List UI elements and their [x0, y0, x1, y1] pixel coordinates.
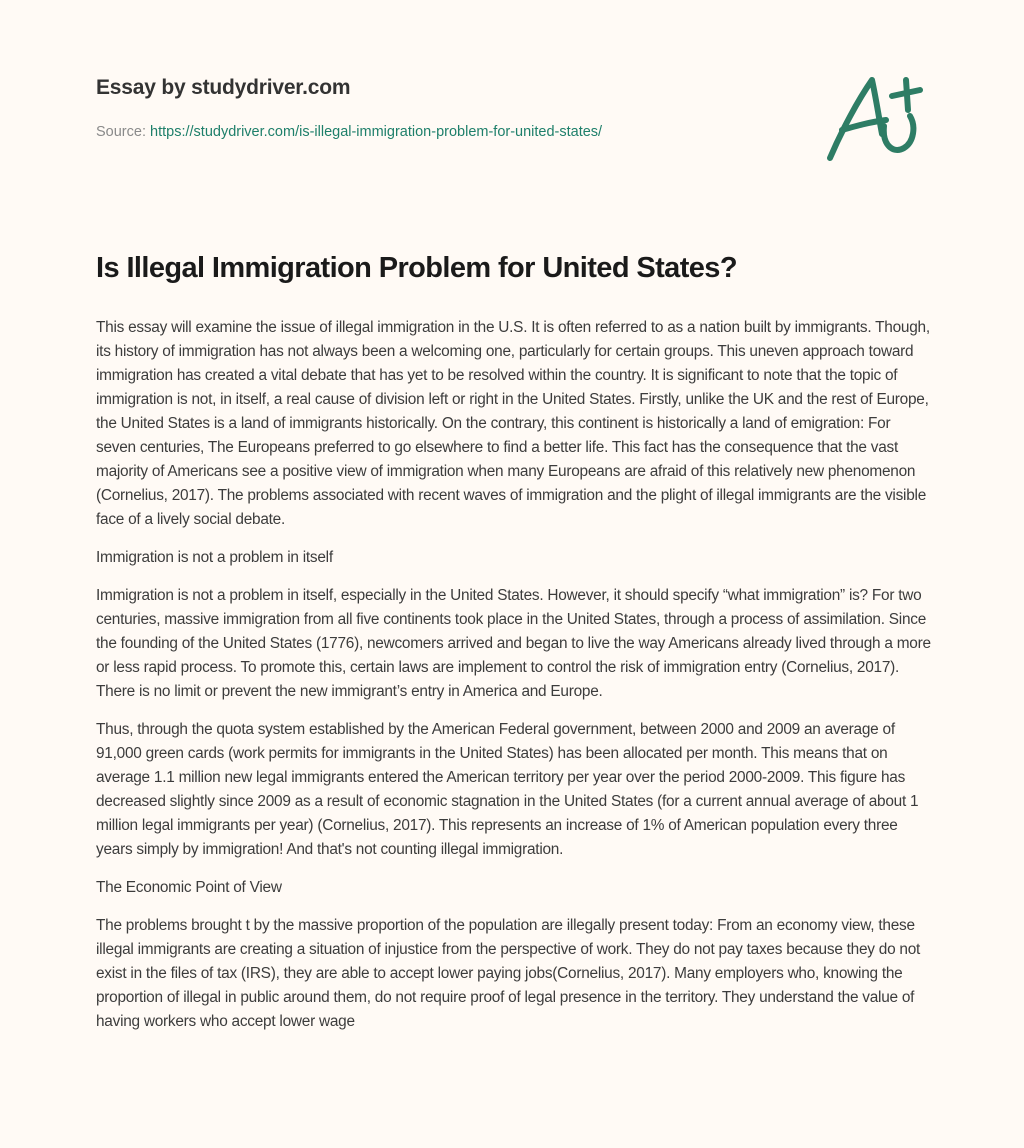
- paragraph-intro: This essay will examine the issue of illegal immigration in the U.S. It is often referred to as a nation built by immigrants. Though, its history of immigration has not always been a welcoming one, particularly for certain groups. This uneven approach toward immigration has created a vital debate that has yet to be resolved within the country. It is significant to note that the topic of immigration is not, in itself, a real cause of division left or right in the United States. Firstly, unlike the UK and the rest of Europe, the United States is a land of immigrants historically. On the contrary, this continent is historically a land of emigration: For seven centuries, The Europeans preferred to go elsewhere to find a better life. This fact has the consequence that the vast majority of Americans see a positive view of immigration when many Europeans are afraid of this relatively new phenomenon (Cornelius, 2017). The problems associated with recent waves of immigration and the plight of illegal immigrants are the visible face of a lively social debate.: [96, 319, 930, 528]
- paragraph-economic: The problems brought t by the massive proportion of the population are illegally present today: From an economy view, these illegal immigrants are creating a situation of injustice from the perspective of work. They do not pay taxes because they do not exist in the files of tax (IRS), they are able to accept lower paying jobs(Cornelius, 2017). Many employers who, knowing the proportion of illegal in public around them, do not require proof of legal presence in the territory. They understand the value of having workers who accept lower wage: [96, 917, 921, 1030]
- source-link[interactable]: https://studydriver.com/is-illegal-immigration-problem-for-united-states/: [150, 124, 603, 140]
- a-plus-grade-icon: [822, 68, 930, 168]
- essay-title: Is Illegal Immigration Problem for United States?: [96, 252, 737, 284]
- section-heading-economic: The Economic Point of View: [96, 879, 282, 896]
- source-line: [96, 124, 602, 140]
- paragraph-immigration: Immigration is not a problem in itself, especially in the United States. However, it should specify “what immigration” is? For two centuries, massive immigration from all five continents took place in the United States, through a process of assimilation. Since the founding of the United States (1776), newcomers arrived and began to live the way Americans already lived through a more or less rapid process. To promote this, certain laws are implement to control the risk of immigration entry (Cornelius, 2017). There is no limit or prevent the new immigrant’s entry in America and Europe.: [96, 587, 931, 700]
- site-brand: Essay by studydriver.com: [96, 76, 351, 99]
- essay-body: [96, 316, 932, 1048]
- section-heading-immigration: Immigration is not a problem in itself: [96, 549, 333, 566]
- paragraph-quota: Thus, through the quota system established by the American Federal government, between 2000 and 2009 an average of 91,000 green cards (work permits for immigrants in the United States) has been allocated per month. This means that on average 1.1 million new legal immigrants entered the American territory per year over the period 2000-2009. This figure has decreased slightly since 2009 as a result of economic stagnation in the United States (for a current annual average of about 1 million legal immigrants per year) (Cornelius, 2017). This represents an increase of 1% of American population every three years simply by immigration! And that's not counting illegal immigration.: [96, 721, 919, 858]
- source-label: Source:: [96, 124, 146, 140]
